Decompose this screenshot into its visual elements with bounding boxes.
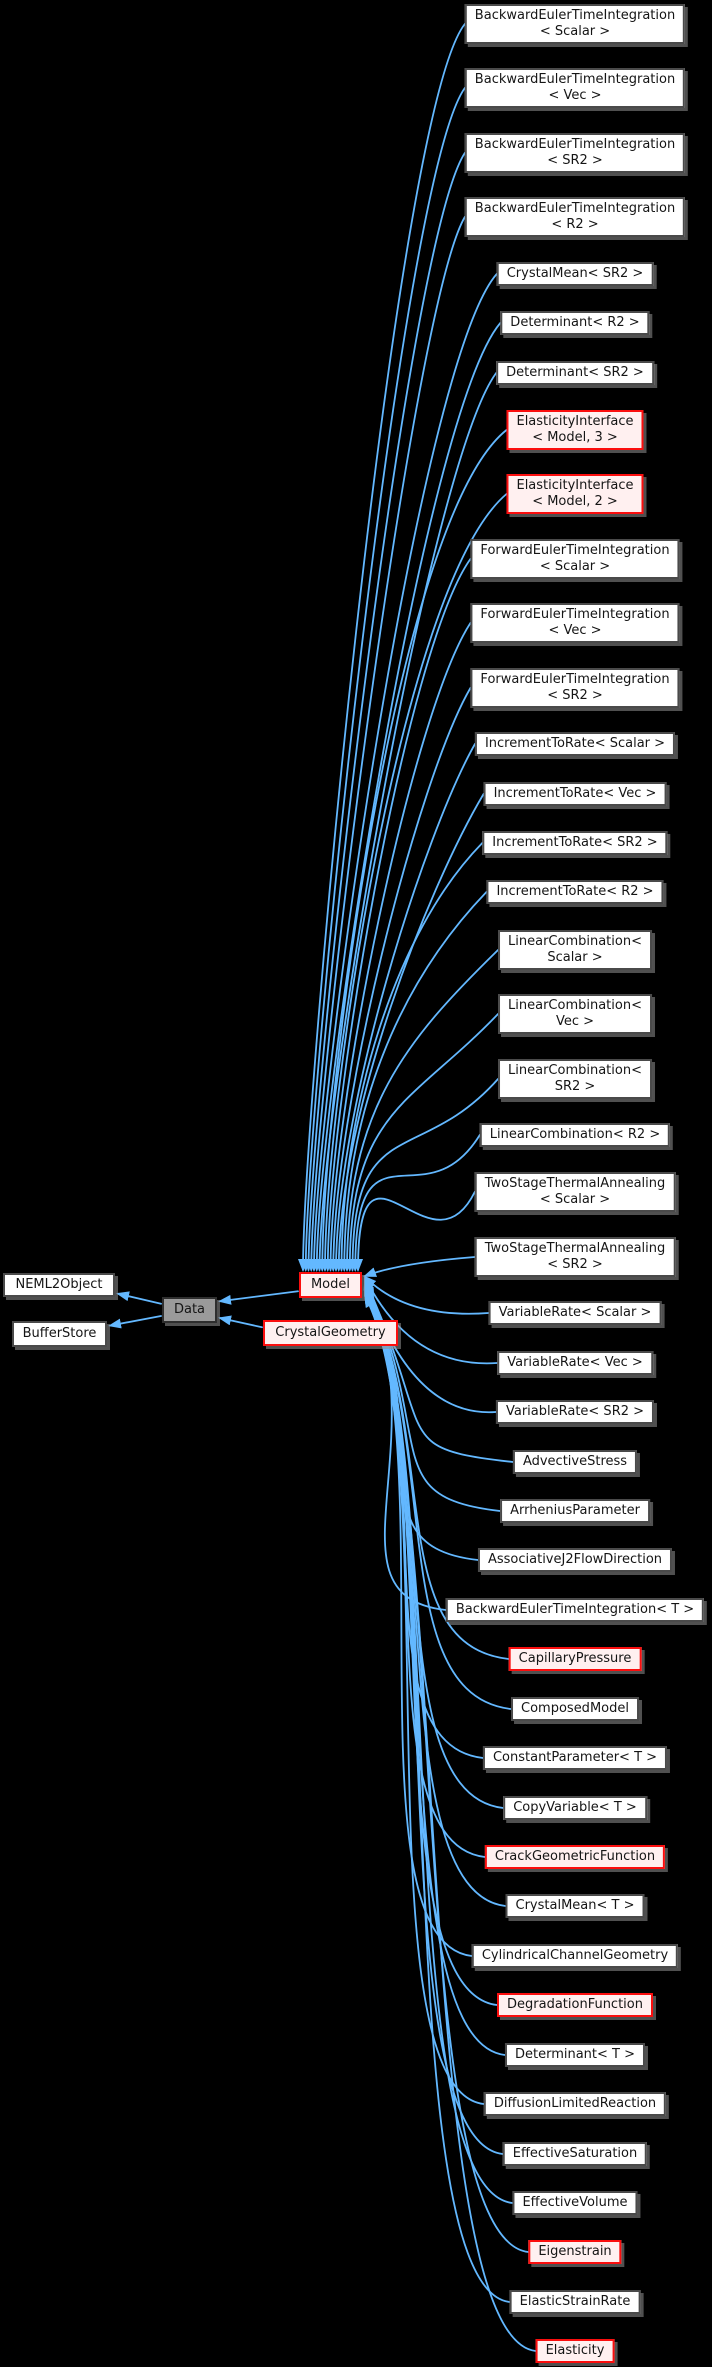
class-node-twostagethermalannealing-scalar[interactable] bbox=[475, 1172, 676, 1212]
class-node-forwardeulertimeintegration-sr2[interactable] bbox=[470, 668, 679, 708]
class-node-label: Determinant< SR2 > bbox=[506, 365, 644, 380]
class-node-label: < Model, 3 > bbox=[532, 430, 618, 445]
class-node-determinant-t[interactable] bbox=[505, 2043, 645, 2067]
class-node-label: AdvectiveStress bbox=[522, 1454, 628, 1469]
class-node-crystalmean-sr2[interactable] bbox=[497, 262, 654, 286]
class-node-label: IncrementToRate< Scalar > bbox=[484, 736, 666, 751]
class-node-label: CapillaryPressure bbox=[518, 1651, 632, 1666]
class-node-label: < Scalar > bbox=[539, 1192, 611, 1207]
class-node-label: ElasticityInterface bbox=[516, 478, 634, 493]
class-node-capillarypressure[interactable] bbox=[509, 1647, 642, 1671]
class-node-label: < Scalar > bbox=[539, 559, 611, 574]
class-node-label: IncrementToRate< SR2 > bbox=[492, 835, 658, 850]
inheritance-edge bbox=[365, 1281, 500, 1511]
class-node-label: < SR2 > bbox=[547, 153, 603, 168]
class-node-label: Determinant< T > bbox=[514, 2047, 636, 2062]
class-node-backwardeulertimeintegration-vec[interactable] bbox=[465, 68, 685, 108]
class-node-label: < Scalar > bbox=[539, 24, 611, 39]
class-node-associativej2flowdirection[interactable] bbox=[478, 1548, 672, 1572]
class-node-label: LinearCombination< R2 > bbox=[489, 1127, 661, 1142]
class-node-elasticstrainrate[interactable] bbox=[510, 2290, 641, 2314]
class-node-label: < R2 > bbox=[551, 217, 599, 232]
class-node-forwardeulertimeintegration-scalar[interactable] bbox=[470, 539, 679, 579]
class-node-label: IncrementToRate< Vec > bbox=[493, 786, 657, 801]
class-node-label: DiffusionLimitedReaction bbox=[493, 2096, 657, 2111]
class-node-label: Scalar > bbox=[547, 950, 603, 965]
class-node-incrementtorate-scalar[interactable] bbox=[475, 732, 675, 756]
class-node-label: ArrheniusParameter bbox=[510, 1503, 640, 1518]
class-node-crystalmean-t[interactable] bbox=[506, 1894, 645, 1918]
inheritance-edge bbox=[118, 1294, 161, 1304]
class-node-effectivevolume[interactable] bbox=[512, 2191, 637, 2215]
class-node-data[interactable] bbox=[162, 1297, 217, 1323]
class-node-label: VariableRate< Vec > bbox=[507, 1355, 643, 1370]
class-node-label: CylindricalChannelGeometry bbox=[481, 1948, 669, 1963]
class-node-label: BackwardEulerTimeIntegration bbox=[474, 8, 676, 23]
class-node-incrementtorate-vec[interactable] bbox=[484, 782, 667, 806]
inheritance-edge bbox=[220, 1318, 262, 1327]
class-node-incrementtorate-sr2[interactable] bbox=[482, 831, 667, 855]
class-node-effectivesaturation[interactable] bbox=[503, 2142, 647, 2166]
class-node-backwardeulertimeintegration-scalar[interactable] bbox=[465, 4, 685, 44]
class-node-label: Data bbox=[173, 1302, 206, 1317]
class-node-neml2object[interactable] bbox=[3, 1273, 115, 1297]
class-node-determinant-sr2[interactable] bbox=[496, 361, 654, 385]
class-node-variablerate-vec[interactable] bbox=[497, 1351, 653, 1375]
class-node-label: ConstantParameter< T > bbox=[492, 1750, 658, 1765]
class-node-arrheniusparameter[interactable] bbox=[500, 1499, 650, 1523]
inheritance-edge bbox=[110, 1316, 161, 1326]
class-node-copyvariable-t[interactable] bbox=[503, 1796, 647, 1820]
class-node-label: Eigenstrain bbox=[538, 2244, 612, 2259]
inheritance-edge bbox=[365, 1287, 485, 1857]
class-node-degradationfunction[interactable] bbox=[497, 1993, 653, 2017]
class-node-backwardeulertimeintegration-sr2[interactable] bbox=[465, 133, 685, 173]
class-node-label: DegradationFunction bbox=[507, 1997, 643, 2012]
class-node-label: IncrementToRate< R2 > bbox=[496, 884, 654, 899]
class-node-crystalgeometry[interactable] bbox=[263, 1320, 398, 1346]
class-node-label: Model bbox=[310, 1277, 351, 1292]
class-node-label: TwoStageThermalAnnealing bbox=[484, 1241, 666, 1256]
class-node-label: NEML2Object bbox=[15, 1277, 103, 1292]
class-node-label: CrystalMean< T > bbox=[515, 1898, 635, 1913]
class-node-constantparameter-t[interactable] bbox=[483, 1746, 667, 1770]
class-node-variablerate-sr2[interactable] bbox=[496, 1400, 654, 1424]
class-node-label: BackwardEulerTimeIntegration< T > bbox=[455, 1602, 695, 1617]
inheritance-edge bbox=[303, 24, 465, 1270]
class-node-label: BufferStore bbox=[22, 1326, 97, 1341]
class-node-label: Determinant< R2 > bbox=[510, 315, 640, 330]
class-node-linearcombination-r2[interactable] bbox=[480, 1123, 670, 1147]
inheritance-edge bbox=[347, 950, 498, 1270]
inheritance-edge bbox=[365, 1257, 475, 1276]
inheritance-edge bbox=[365, 1290, 497, 2005]
inheritance-edge bbox=[355, 1135, 480, 1270]
class-node-label: LinearCombination< bbox=[508, 1063, 642, 1078]
class-node-label: < Vec > bbox=[548, 623, 602, 638]
class-node-composedmodel[interactable] bbox=[511, 1697, 639, 1721]
class-node-label: LinearCombination< bbox=[508, 934, 642, 949]
class-node-label: CopyVariable< T > bbox=[513, 1800, 637, 1815]
class-node-label: ForwardEulerTimeIntegration bbox=[480, 672, 670, 687]
class-node-forwardeulertimeintegration-vec[interactable] bbox=[470, 603, 679, 643]
class-node-determinant-r2[interactable] bbox=[500, 311, 649, 335]
class-node-model[interactable] bbox=[299, 1272, 362, 1298]
class-node-label: CrackGeometricFunction bbox=[494, 1849, 656, 1864]
class-node-label: < Model, 2 > bbox=[532, 494, 618, 509]
class-node-label: BackwardEulerTimeIntegration bbox=[474, 137, 676, 152]
class-node-label: VariableRate< SR2 > bbox=[505, 1404, 645, 1419]
class-node-label: BackwardEulerTimeIntegration bbox=[474, 72, 676, 87]
class-node-label: < SR2 > bbox=[547, 1257, 603, 1272]
class-node-label: Vec > bbox=[555, 1014, 595, 1029]
class-node-label: ElasticityInterface bbox=[516, 414, 634, 429]
class-node-label: EffectiveSaturation bbox=[512, 2146, 638, 2161]
class-node-label: BackwardEulerTimeIntegration bbox=[474, 201, 676, 216]
class-node-backwardeulertimeintegration-r2[interactable] bbox=[465, 197, 685, 237]
class-node-label: Elasticity bbox=[545, 2343, 605, 2358]
class-node-label: EffectiveVolume bbox=[522, 2195, 628, 2210]
class-node-label: CrystalGeometry bbox=[275, 1325, 386, 1340]
class-node-label: ComposedModel bbox=[521, 1701, 629, 1716]
class-node-cylindricalchannelgeometry[interactable] bbox=[472, 1944, 678, 1968]
class-node-label: ForwardEulerTimeIntegration bbox=[480, 543, 670, 558]
class-node-label: ForwardEulerTimeIntegration bbox=[480, 607, 670, 622]
inheritance-edge bbox=[309, 153, 465, 1270]
class-node-label: LinearCombination< bbox=[508, 998, 642, 1013]
class-node-linearcombination-sr2[interactable] bbox=[498, 1059, 652, 1099]
class-node-linearcombination-scalar[interactable] bbox=[498, 930, 652, 970]
class-node-elasticityinterface-model-2[interactable] bbox=[506, 474, 643, 514]
class-node-bufferstore[interactable] bbox=[12, 1321, 107, 1347]
inheritance-edge bbox=[365, 1291, 505, 2055]
class-node-label: TwoStageThermalAnnealing bbox=[484, 1176, 666, 1191]
class-node-incrementtorate-r2[interactable] bbox=[486, 880, 663, 904]
class-node-backwardeulertimeintegration-t[interactable] bbox=[446, 1598, 704, 1622]
class-node-label: < SR2 > bbox=[547, 688, 603, 703]
class-node-eigenstrain[interactable] bbox=[528, 2240, 621, 2264]
class-node-label: AssociativeJ2FlowDirection bbox=[487, 1552, 663, 1567]
class-node-linearcombination-vec[interactable] bbox=[498, 994, 652, 1034]
class-node-diffusionlimitedreaction[interactable] bbox=[484, 2092, 666, 2116]
class-node-label: SR2 > bbox=[554, 1079, 596, 1094]
class-node-label: CrystalMean< SR2 > bbox=[506, 266, 644, 281]
class-node-label: VariableRate< Scalar > bbox=[498, 1305, 652, 1320]
class-node-label: ElasticStrainRate bbox=[519, 2294, 631, 2309]
class-node-twostagethermalannealing-sr2[interactable] bbox=[475, 1237, 676, 1277]
class-node-advectivestress[interactable] bbox=[513, 1450, 637, 1474]
class-node-variablerate-scalar[interactable] bbox=[489, 1301, 662, 1325]
inheritance-edge bbox=[306, 88, 465, 1270]
class-node-elasticityinterface-model-3[interactable] bbox=[506, 410, 643, 450]
class-node-crackgeometricfunction[interactable] bbox=[485, 1845, 665, 1869]
inheritance-edge bbox=[220, 1291, 298, 1301]
class-node-label: < Vec > bbox=[548, 88, 602, 103]
class-node-elasticity[interactable] bbox=[536, 2339, 615, 2363]
